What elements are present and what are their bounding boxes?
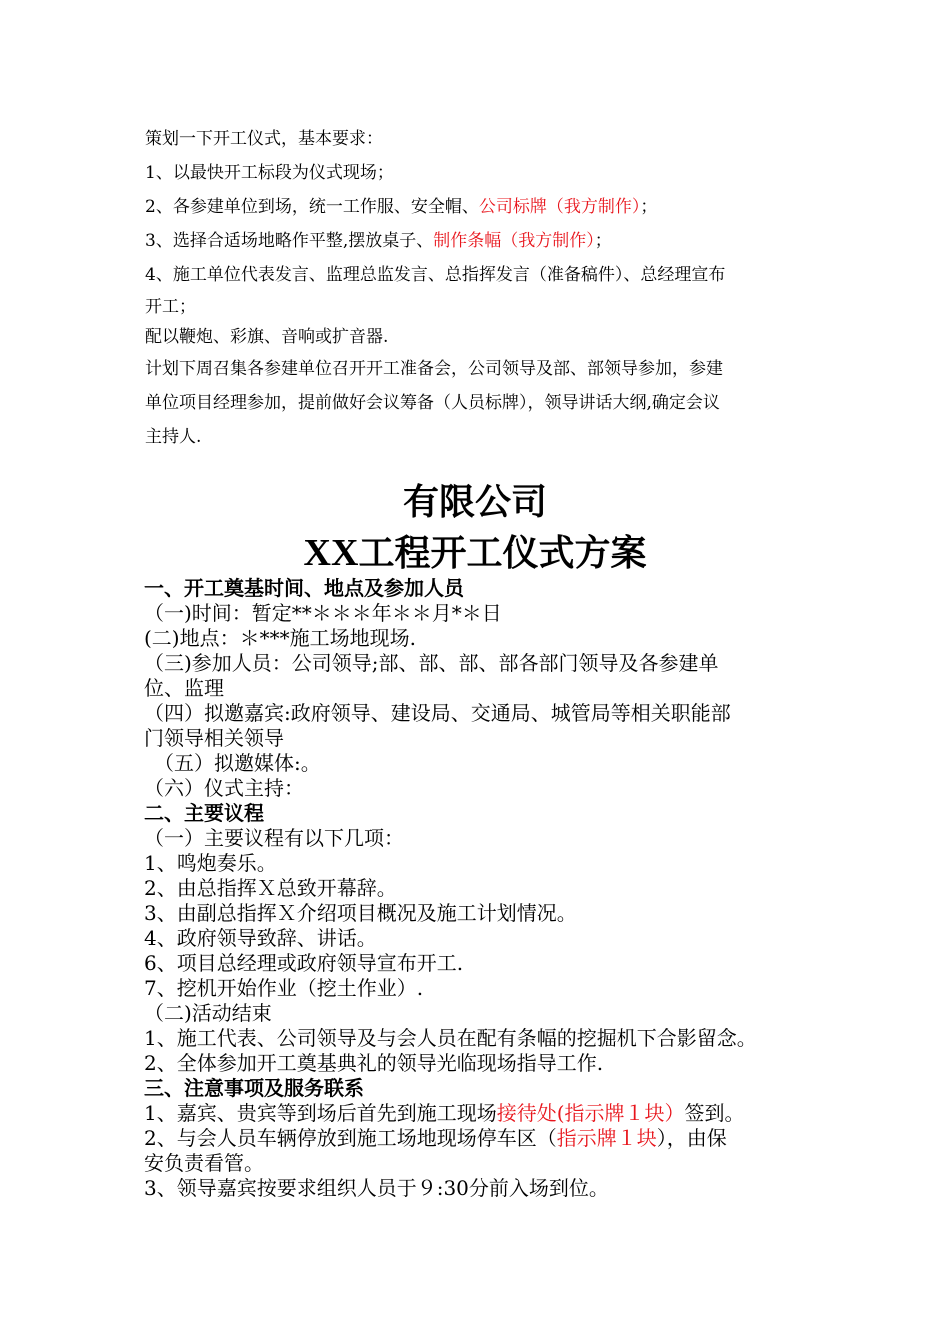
note-requirement-4-cont: 开工； — [145, 297, 196, 317]
item-time: （一)时间：暂定**＊＊＊年＊＊月*＊日 — [144, 601, 502, 625]
agenda-item: 4、政府领导致辞、讲话。 — [144, 926, 377, 950]
highlight-reception-sign: 接待处(指示牌１块） — [496, 1101, 685, 1125]
agenda-subheading: （一）主要议程有以下几项： — [144, 826, 404, 850]
agenda-item: 7、挖机开始作业（挖土作业）. — [144, 976, 424, 1000]
note-requirement-3: 3、选择合适场地略作平整,摆放桌子、制作条幅（我方制作）； — [145, 231, 612, 251]
section-3-heading: 三、注意事项及服务联系 — [144, 1076, 364, 1100]
item-media: （五）拟邀媒体:。 — [154, 751, 321, 775]
note-requirement-4: 4、施工单位代表发言、监理总监发言、总指挥发言（准备稿件）、总经理宣布 — [145, 265, 726, 285]
closing-item: 2、全体参加开工奠基典礼的领导光临现场指导工作. — [144, 1051, 604, 1075]
item-place: (二)地点：＊***施工场地现场. — [144, 626, 416, 650]
highlight-parking-sign: 指示牌１块 — [556, 1126, 657, 1150]
plan-title: XX工程开工仪式方案 — [303, 532, 647, 574]
item-attendees-cont: 位、监理 — [144, 676, 224, 700]
note-requirement-2: 2、各参建单位到场，统一工作服、安全帽、公司标牌（我方制作）； — [145, 197, 658, 217]
notice-item-3: 3、领导嘉宾按要求组织人员于９:30分前入场到位。 — [144, 1176, 609, 1200]
agenda-item: 3、由副总指挥Ｘ介绍项目概况及施工计划情况。 — [144, 901, 577, 925]
notice-item-2: 2、与会人员车辆停放到施工场地现场停车区（指示牌１块），由保 — [144, 1126, 727, 1150]
item-guests-cont: 门领导相关领导 — [144, 726, 284, 750]
item-attendees: （三)参加人员：公司领导;部、部、部、部各部门领导及各参建单 — [144, 651, 719, 675]
ceremony-plan — [144, 576, 824, 1201]
agenda-item: 2、由总指挥Ｘ总致开幕辞。 — [144, 876, 397, 900]
planning-note — [145, 122, 845, 454]
item-guests: （四）拟邀嘉宾:政府领导、建设局、交通局、城管局等相关职能部 — [144, 701, 731, 725]
agenda-item: 1、鸣炮奏乐。 — [144, 851, 277, 875]
section-2-heading: 二、主要议程 — [144, 801, 264, 825]
notice-item-1: 1、嘉宾、贵宾等到场后首先到施工现场接待处(指示牌１块）签到。 — [144, 1101, 745, 1125]
note-plan-line-3: 主持人. — [145, 427, 202, 447]
item-host: （六）仪式主持： — [144, 776, 304, 800]
closing-item: 1、施工代表、公司领导及与会人员在配有条幅的挖掘机下合影留念。 — [144, 1026, 757, 1050]
notice-item-2-cont: 安负责看管。 — [144, 1151, 264, 1175]
agenda-item: 6、项目总经理或政府领导宣布开工. — [144, 951, 464, 975]
section-1-heading: 一、开工奠基时间、地点及参加人员 — [144, 576, 464, 600]
note-plan-line-1: 计划下周召集各参建单位召开开工准备会，公司领导及部、部领导参加，参建 — [145, 359, 723, 379]
company-title: 有限公司 — [402, 482, 547, 523]
closing-subheading: （二)活动结束 — [144, 1001, 272, 1025]
note-plan-line-2: 单位项目经理参加，提前做好会议筹备（人员标牌），领导讲话大纲,确定会议 — [145, 393, 720, 413]
note-requirement-1: 1、以最快开工标段为仪式现场； — [145, 163, 394, 183]
note-props: 配以鞭炮、彩旗、音响或扩音器. — [145, 327, 389, 347]
note-intro: 策划一下开工仪式，基本要求： — [145, 129, 383, 149]
highlight-banner: 制作条幅（我方制作） — [433, 231, 595, 251]
highlight-company-sign: 公司标牌（我方制作） — [478, 197, 641, 217]
